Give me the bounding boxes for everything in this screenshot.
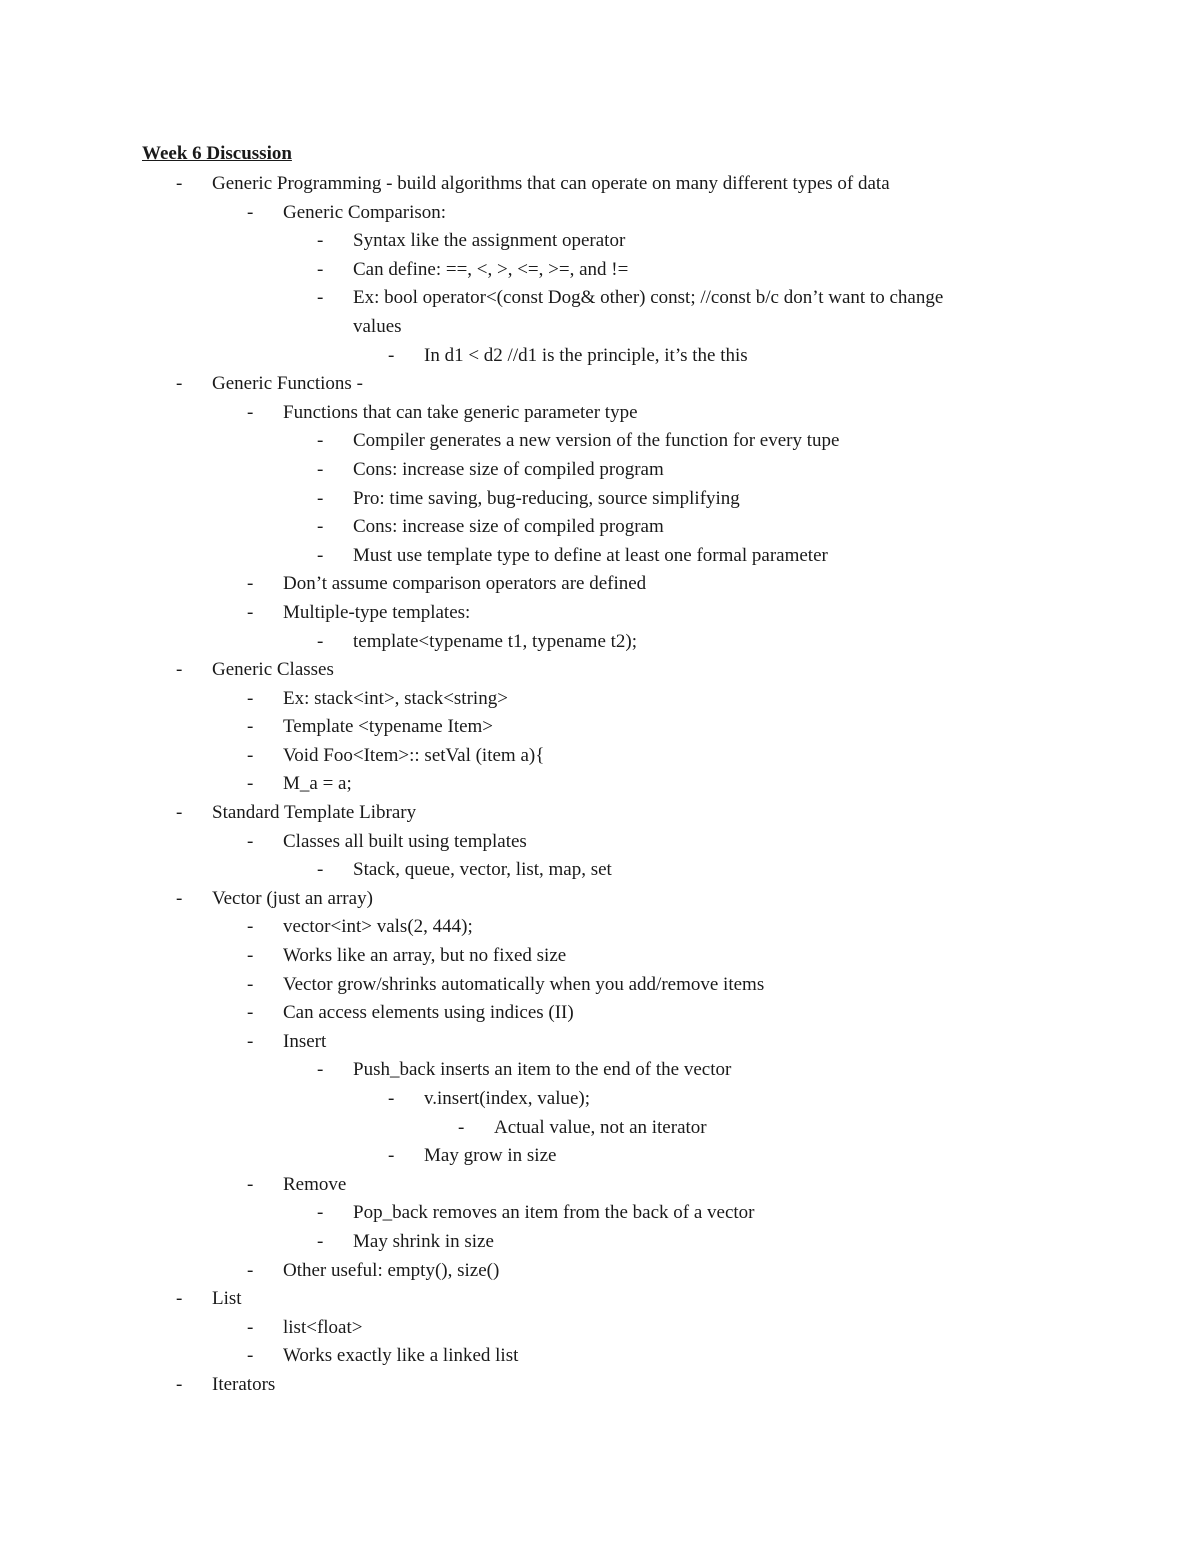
list-item-text: May shrink in size (353, 1230, 494, 1252)
list-item (0, 1371, 1200, 1400)
bullet-dash: - (176, 887, 183, 909)
bullet-dash: - (247, 1002, 254, 1024)
bullet-dash: - (247, 1173, 254, 1195)
bullet-dash: - (388, 1088, 395, 1109)
list-item (0, 799, 1200, 828)
bullet-dash: - (317, 1230, 324, 1252)
list-item-text: M_a = a; (283, 773, 352, 795)
bullet-dash: - (388, 344, 395, 366)
list-item (0, 399, 1200, 428)
list-item (0, 1285, 1200, 1314)
list-item-text: Generic Programming - build algorithms that can operate on many different types of data (212, 173, 890, 194)
list-item-text: Compiler generates a new version of the function for every tupe (353, 430, 840, 452)
list-item-text: Generic Functions - (212, 373, 363, 395)
list-item-text: Works like an array, but no fixed size (283, 945, 567, 967)
bullet-dash: - (176, 373, 183, 395)
list-item (0, 1142, 1200, 1171)
list-item (0, 370, 1200, 399)
list-item-text: Cons: increase size of compiled program (353, 516, 664, 538)
list-item-text: Actual value, not an iterator (494, 1116, 707, 1138)
list-item-text: Can access elements using indices (II) (283, 1002, 574, 1024)
bullet-dash: - (317, 630, 324, 652)
list-item (0, 284, 1200, 313)
list-item-text: Void Foo<Item>:: setVal (item a){ (283, 744, 545, 766)
bullet-dash: - (317, 258, 324, 280)
list-item (0, 199, 1200, 228)
bullet-dash: - (247, 401, 254, 423)
list-item-text: Functions that can take generic parameter type (283, 401, 638, 423)
bullet-dash: - (458, 1116, 465, 1138)
list-item-text: Vector (just an array) (212, 887, 373, 909)
list-item (0, 456, 1200, 485)
bullet-dash: - (317, 430, 324, 452)
list-item-text: Generic Classes (212, 659, 334, 681)
list-item (0, 656, 1200, 685)
list-item-text: Template <typename Item> (283, 716, 494, 738)
list-item (0, 856, 1200, 885)
list-item (0, 427, 1200, 456)
list-item-text: Ex: stack<int>, stack<string> (283, 687, 508, 709)
list-item (0, 1056, 1200, 1085)
bullet-dash: - (247, 1345, 254, 1367)
bullet-dash: - (176, 659, 183, 681)
bullet-dash: - (247, 1316, 254, 1338)
list-item (0, 342, 1200, 371)
list-item-text: Multiple-type templates: (283, 601, 471, 623)
bullet-dash: - (388, 1145, 395, 1167)
list-item (0, 542, 1200, 571)
bullet-dash: - (317, 458, 324, 480)
list-item-text: List (212, 1288, 242, 1310)
list-item (0, 942, 1200, 971)
list-item-text: Classes all built using templates (283, 830, 527, 852)
list-item-text: Cons: increase size of compiled program (353, 458, 664, 480)
list-item-text: Must use template type to define at least one formal parameter (353, 544, 828, 566)
page-title: Week 6 Discussion (142, 143, 292, 164)
bullet-dash: - (317, 544, 324, 566)
bullet-list (0, 170, 1200, 1400)
list-item-text: template<typename t1, typename t2); (353, 630, 638, 652)
bullet-dash: - (317, 859, 324, 881)
list-item (0, 170, 1200, 199)
list-item (0, 1028, 1200, 1057)
bullet-dash: - (247, 573, 254, 595)
bullet-dash: - (317, 1059, 324, 1081)
list-item-text: Pro: time saving, bug-reducing, source simplifying (353, 487, 740, 509)
list-item-text: Push_back inserts an item to the end of the vector (353, 1059, 732, 1081)
bullet-dash: - (247, 716, 254, 738)
bullet-dash: - (317, 516, 324, 538)
list-item (0, 1228, 1200, 1257)
list-item (0, 1342, 1200, 1371)
bullet-dash: - (317, 1202, 324, 1224)
list-item-text: values (353, 315, 402, 337)
list-item-text: Vector grow/shrinks automatically when you add/remove items (283, 973, 765, 995)
bullet-dash: - (247, 973, 254, 995)
bullet-dash: - (176, 1288, 183, 1310)
list-item-text: May grow in size (424, 1145, 557, 1167)
list-item-text: In d1 < d2 //d1 is the principle, it’s the this (424, 344, 748, 366)
list-item (0, 513, 1200, 542)
bullet-dash: - (247, 945, 254, 967)
list-item (0, 570, 1200, 599)
list-item (0, 828, 1200, 857)
bullet-dash: - (247, 1030, 254, 1052)
list-item (0, 1257, 1200, 1286)
bullet-dash: - (247, 744, 254, 766)
bullet-dash: - (247, 773, 254, 795)
bullet-dash: - (247, 687, 254, 709)
list-item-text: Generic Comparison: (283, 201, 447, 223)
list-item (0, 1171, 1200, 1200)
bullet-dash: - (247, 1259, 254, 1281)
list-item-text: Standard Template Library (212, 802, 417, 824)
list-item (0, 227, 1200, 256)
bullet-dash: - (247, 201, 254, 223)
list-item-text: Can define: ==, <, >, <=, >=, and != (353, 258, 629, 280)
list-item-text: Syntax like the assignment operator (353, 230, 626, 252)
list-item (0, 971, 1200, 1000)
bullet-dash: - (176, 173, 183, 194)
bullet-dash: - (176, 1373, 183, 1395)
list-item-text: Ex: bool operator<(const Dog& other) const; //const b/c don’t want to change (353, 287, 944, 309)
bullet-dash: - (247, 830, 254, 852)
list-item (0, 1199, 1200, 1228)
list-item-text: Pop_back removes an item from the back of a vector (353, 1202, 755, 1224)
list-item (0, 599, 1200, 628)
list-item (0, 485, 1200, 514)
list-item (0, 628, 1200, 657)
bullet-dash: - (317, 487, 324, 509)
list-item (0, 256, 1200, 285)
list-item (0, 713, 1200, 742)
list-item (0, 885, 1200, 914)
list-item-text: Remove (283, 1173, 347, 1195)
list-item-text: Works exactly like a linked list (283, 1345, 519, 1367)
list-item (0, 1314, 1200, 1343)
list-item (0, 1085, 1200, 1114)
list-item-text: Other useful: empty(), size() (283, 1259, 500, 1281)
list-item (0, 1114, 1200, 1143)
list-item-text: v.insert(index, value); (424, 1088, 591, 1109)
list-item-text: Insert (283, 1030, 327, 1052)
list-item (0, 685, 1200, 714)
bullet-dash: - (247, 601, 254, 623)
list-item (0, 742, 1200, 771)
bullet-dash: - (176, 802, 183, 824)
bullet-dash: - (247, 916, 254, 938)
list-item (0, 999, 1200, 1028)
list-item-text: Stack, queue, vector, list, map, set (353, 859, 612, 881)
list-item-text: list<float> (283, 1316, 363, 1338)
list-item (0, 913, 1200, 942)
bullet-dash: - (317, 230, 324, 252)
list-item (0, 770, 1200, 799)
list-item-text: Iterators (212, 1373, 276, 1395)
list-item-text: vector<int> vals(2, 444); (283, 916, 473, 938)
list-item-text: Don’t assume comparison operators are defined (283, 573, 647, 595)
list-item (0, 313, 1200, 342)
bullet-dash: - (317, 287, 324, 309)
